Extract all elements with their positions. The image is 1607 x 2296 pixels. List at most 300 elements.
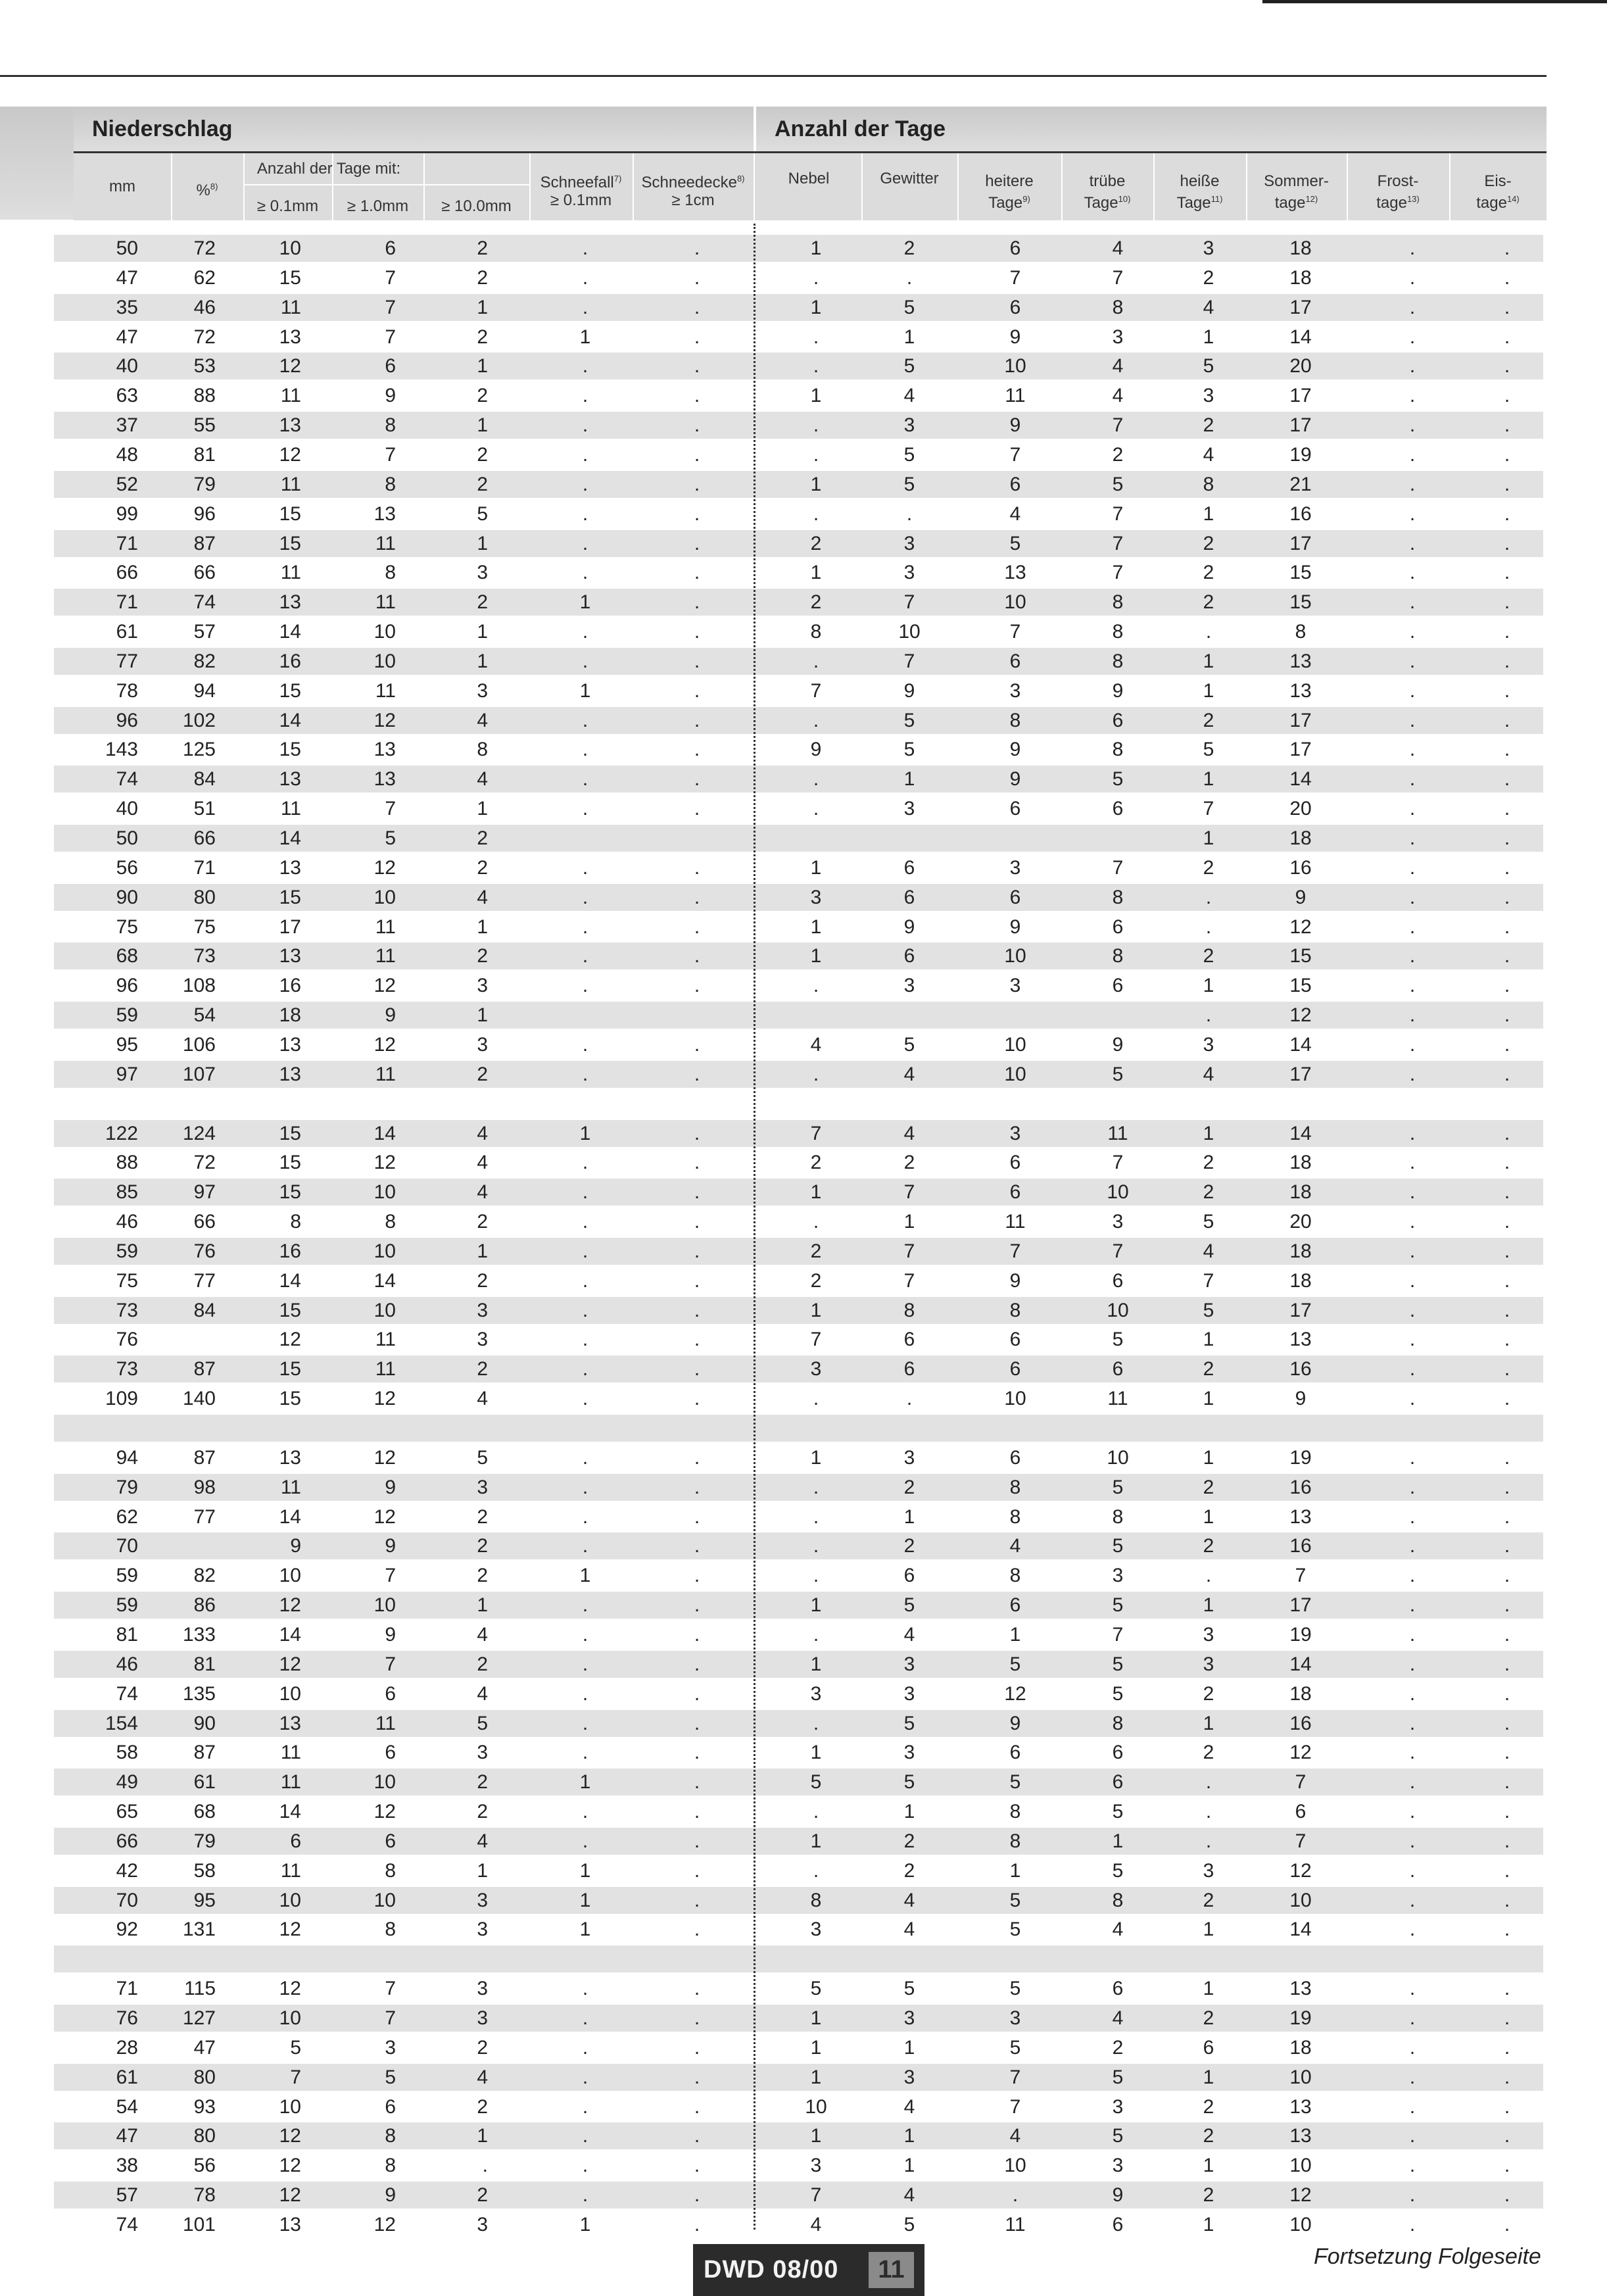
cell-mm: 76 (116, 1329, 138, 1351)
cell-schneedecke: . (694, 2095, 700, 2118)
cell-ge-0-1mm: 12 (279, 355, 301, 378)
cell-heitere-tage: 10 (1004, 1063, 1026, 1085)
cell-frosttage: . (1409, 1240, 1416, 1262)
cell-frosttage: . (1409, 1830, 1416, 1852)
cell-frosttage: . (1409, 1565, 1416, 1587)
cell-frosttage: . (1409, 1505, 1416, 1528)
cell-frosttage: . (1409, 473, 1416, 495)
cell-schneedecke: . (694, 1889, 700, 1911)
cell-schneefall: . (582, 473, 588, 495)
cell-schneedecke: . (694, 1063, 700, 1085)
table-row (54, 1916, 1543, 1943)
cell-nebel: 7 (810, 1329, 822, 1351)
cell-ge-1-0mm: 10 (373, 1299, 396, 1321)
cell-ge-10-0mm: 8 (477, 739, 488, 761)
cell-truebe-tage: 3 (1112, 2095, 1124, 2118)
cell-schneedecke: . (694, 768, 700, 791)
table-row (54, 1238, 1543, 1265)
cell-heisse-tage: 1 (1203, 1446, 1214, 1469)
cell-mm: 62 (116, 1505, 138, 1528)
table-row (54, 2093, 1543, 2120)
cell-frosttage: . (1409, 2155, 1416, 2177)
cell-heisse-tage: 2 (1203, 414, 1214, 437)
cell-truebe-tage: 5 (1112, 2066, 1124, 2088)
cell-eistage: . (1504, 2036, 1510, 2059)
cell-schneefall: . (582, 1152, 588, 1174)
cell-ge-10-0mm: 3 (477, 2213, 488, 2235)
cell-nebel: . (813, 355, 819, 378)
cell-ge-10-0mm: 5 (477, 502, 488, 525)
cell-nebel: 9 (810, 739, 822, 761)
table-row (54, 2182, 1543, 2209)
cell-eistage: . (1504, 2007, 1510, 2029)
cell-nebel: . (813, 1801, 819, 1823)
cell-schneedecke: . (694, 1535, 700, 1557)
cell-ge-10-0mm: 1 (477, 532, 488, 554)
cell-gewitter: 3 (903, 975, 915, 997)
cell-schneedecke: . (694, 1122, 700, 1144)
cell-percent: 95 (193, 1889, 216, 1911)
cell-eistage: . (1504, 355, 1510, 378)
cell-eistage: . (1504, 237, 1510, 259)
cell-schneefall: . (582, 945, 588, 967)
cell-ge-10-0mm: 1 (477, 650, 488, 672)
cell-percent: 75 (193, 916, 216, 938)
cell-heisse-tage: 1 (1203, 650, 1214, 672)
cell-frosttage: . (1409, 1623, 1416, 1646)
cell-percent: 115 (184, 1978, 216, 2000)
cell-ge-10-0mm: 5 (477, 1446, 488, 1469)
cell-gewitter: 4 (903, 385, 915, 407)
cell-schneedecke: . (694, 886, 700, 908)
cell-gewitter: 1 (903, 1505, 915, 1528)
cell-truebe-tage: 6 (1112, 709, 1124, 731)
cell-heisse-tage: 4 (1203, 443, 1214, 466)
cell-sommertage: 15 (1289, 975, 1312, 997)
cell-ge-10-0mm: 2 (477, 591, 488, 614)
cell-gewitter: 6 (903, 856, 915, 879)
cell-eistage: . (1504, 1211, 1510, 1233)
cell-truebe-tage: 5 (1112, 473, 1124, 495)
cell-schneefall (546, 1090, 625, 1117)
cell-heitere-tage (976, 1002, 1055, 1029)
cell-schneedecke: . (694, 1565, 700, 1587)
cell-gewitter: 5 (903, 1771, 915, 1794)
cell-ge-0-1mm: 13 (279, 1063, 301, 1085)
cell-ge-10-0mm: 3 (477, 2007, 488, 2029)
cell-mm: 35 (116, 296, 138, 318)
cell-truebe-tage: 7 (1112, 266, 1124, 289)
cell-ge-1-0mm: 9 (385, 1476, 396, 1498)
cell-heisse-tage: 2 (1203, 532, 1214, 554)
cell-percent: 135 (182, 1682, 216, 1705)
cell-schneedecke: . (694, 679, 700, 702)
cell-heitere-tage: 11 (1005, 1211, 1026, 1233)
cell-heisse-tage: 1 (1203, 2066, 1214, 2088)
cell-heitere-tage: 8 (1009, 709, 1021, 731)
table-row (54, 2064, 1543, 2091)
cell-truebe-tage: 7 (1112, 856, 1124, 879)
cell-nebel: 1 (810, 385, 822, 407)
cell-gewitter: 3 (903, 414, 915, 437)
cell-ge-0-1mm: 11 (280, 473, 301, 495)
cell-ge-1-0mm: 8 (385, 1918, 396, 1941)
cell-eistage: . (1504, 591, 1510, 614)
cell-sommertage: 14 (1289, 1033, 1312, 1056)
cell-sommertage: 10 (1289, 2066, 1312, 2088)
cell-schneedecke: . (694, 1181, 700, 1204)
cell-eistage: . (1504, 266, 1510, 289)
cell-heitere-tage (976, 825, 1055, 852)
cell-sommertage: 7 (1295, 1565, 1307, 1587)
cell-ge-0-1mm: 13 (279, 1446, 301, 1469)
cell-schneedecke: . (694, 1859, 700, 1882)
cell-ge-0-1mm: 15 (279, 502, 301, 525)
header-ge-1-0mm: ≥ 1.0mm (347, 197, 409, 215)
header-heitere-tage: heitere Tage$^{9)}$ (985, 172, 1034, 212)
cell-schneefall: . (582, 1682, 588, 1705)
cell-ge-10-0mm: 1 (477, 296, 488, 318)
cell-ge-1-0mm: 11 (375, 945, 396, 967)
cell-nebel: 1 (810, 562, 822, 584)
cell-schneefall: . (582, 2125, 588, 2147)
cell-ge-0-1mm: 5 (290, 2036, 301, 2059)
cell-nebel: . (813, 1623, 819, 1646)
cell-heisse-tage: 1 (1203, 1594, 1214, 1617)
cell-eistage: . (1504, 886, 1510, 908)
cell-ge-1-0mm: 12 (373, 1801, 396, 1823)
cell-frosttage: . (1409, 886, 1416, 908)
table-row (54, 942, 1543, 969)
cell-ge-10-0mm (409, 1415, 488, 1442)
table-row (54, 1621, 1543, 1648)
cell-mm (59, 1945, 138, 1972)
cell-mm: 66 (116, 562, 138, 584)
cell-eistage: . (1504, 1712, 1510, 1734)
cell-schneedecke: . (694, 443, 700, 466)
cell-sommertage: 16 (1289, 1712, 1312, 1734)
cell-ge-1-0mm: 12 (373, 1152, 396, 1174)
cell-gewitter: . (906, 1388, 913, 1410)
cell-ge-1-0mm: 12 (373, 1388, 396, 1410)
cell-ge-1-0mm: 12 (373, 1033, 396, 1056)
cell-heitere-tage: 8 (1009, 1801, 1021, 1823)
cell-ge-1-0mm: 7 (385, 798, 396, 820)
cell-ge-0-1mm: 13 (279, 591, 301, 614)
cell-nebel: . (813, 443, 819, 466)
cell-percent: 86 (193, 1594, 216, 1617)
cell-nebel: . (813, 1476, 819, 1498)
cell-truebe-tage: 6 (1112, 916, 1124, 938)
cell-heisse-tage: 6 (1203, 2036, 1214, 2059)
cell-eistage: . (1504, 1476, 1510, 1498)
cell-sommertage: 12 (1289, 2184, 1312, 2207)
cell-frosttage: . (1409, 1742, 1416, 1764)
cell-heitere-tage: 5 (1009, 532, 1021, 554)
cell-eistage: . (1504, 414, 1510, 437)
cell-ge-0-1mm: 12 (279, 1653, 301, 1675)
cell-nebel: 1 (810, 1742, 822, 1764)
cell-sommertage: 13 (1289, 1505, 1312, 1528)
cell-schneefall: . (582, 621, 588, 643)
cell-schneedecke: . (694, 385, 700, 407)
cell-eistage: . (1504, 1742, 1510, 1764)
cell-ge-0-1mm: 10 (279, 2007, 301, 2029)
cell-ge-1-0mm: 5 (385, 827, 396, 849)
table-row (54, 972, 1543, 999)
cell-schneedecke: . (694, 237, 700, 259)
cell-nebel: 2 (810, 532, 822, 554)
cell-ge-0-1mm: 15 (279, 1152, 301, 1174)
cell-truebe-tage: 5 (1112, 1682, 1124, 1705)
cell-ge-10-0mm (409, 1945, 488, 1972)
cell-percent: 71 (193, 856, 216, 879)
cell-truebe-tage: 10 (1107, 1181, 1129, 1204)
cell-percent: 133 (182, 1623, 216, 1646)
cell-truebe-tage: 5 (1112, 1859, 1124, 1882)
cell-gewitter: 4 (903, 1063, 915, 1085)
table-row (54, 530, 1543, 557)
cell-heitere-tage: 5 (1009, 1889, 1021, 1911)
cell-ge-10-0mm: 1 (477, 916, 488, 938)
cell-truebe-tage: 8 (1112, 886, 1124, 908)
cell-heisse-tage: 3 (1203, 1653, 1214, 1675)
cell-percent: 80 (193, 2125, 216, 2147)
table-row (54, 1179, 1543, 1206)
cell-sommertage: 9 (1295, 886, 1307, 908)
table-row (54, 1710, 1543, 1737)
cell-gewitter: 4 (903, 1623, 915, 1646)
cell-frosttage (1373, 1415, 1452, 1442)
cell-frosttage: . (1409, 1978, 1416, 2000)
cell-truebe-tage: 3 (1112, 1565, 1124, 1587)
cell-heisse-tage: 1 (1203, 1122, 1214, 1144)
cell-mm (59, 1090, 138, 1117)
cell-schneedecke (658, 1090, 736, 1117)
cell-eistage: . (1504, 650, 1510, 672)
cell-schneedecke: . (694, 1269, 700, 1292)
cell-heitere-tage: 6 (1009, 296, 1021, 318)
cell-schneefall: . (582, 562, 588, 584)
cell-frosttage: . (1409, 237, 1416, 259)
cell-schneedecke (658, 1945, 736, 1972)
cell-frosttage: . (1409, 798, 1416, 820)
cell-heitere-tage: 7 (1009, 266, 1021, 289)
cell-eistage: . (1504, 1594, 1510, 1617)
table-row (54, 2152, 1543, 2179)
cell-ge-10-0mm: 2 (477, 237, 488, 259)
cell-ge-0-1mm: 8 (290, 1211, 301, 1233)
cell-heitere-tage: 8 (1009, 1565, 1021, 1587)
cell-truebe-tage: 8 (1112, 591, 1124, 614)
cell-schneefall (546, 1945, 625, 1972)
cell-mm: 95 (116, 1033, 138, 1056)
cell-heitere-tage: 11 (1005, 385, 1026, 407)
cell-sommertage: 19 (1289, 443, 1312, 466)
cell-ge-1-0mm: 6 (385, 1830, 396, 1852)
cell-ge-10-0mm: 1 (477, 1594, 488, 1617)
cell-sommertage: 10 (1289, 2155, 1312, 2177)
table-row (54, 589, 1543, 616)
cell-ge-1-0mm: 7 (385, 266, 396, 289)
cell-mm: 71 (116, 1978, 138, 2000)
table-row (54, 825, 1543, 852)
cell-mm: 99 (116, 502, 138, 525)
cell-eistage (1468, 1090, 1547, 1117)
cell-gewitter: 7 (903, 1181, 915, 1204)
cell-heitere-tage: 12 (1004, 1682, 1026, 1705)
cell-ge-1-0mm: 5 (385, 2066, 396, 2088)
cell-schneedecke: . (694, 326, 700, 348)
cell-heitere-tage: 8 (1009, 1299, 1021, 1321)
cell-frosttage: . (1409, 1388, 1416, 1410)
cell-gewitter: 1 (903, 2036, 915, 2059)
cell-heisse-tage: . (1205, 621, 1212, 643)
cell-ge-10-0mm: 1 (477, 414, 488, 437)
cell-frosttage: . (1409, 1063, 1416, 1085)
cell-percent: 127 (182, 2007, 216, 2029)
cell-heitere-tage: 6 (1009, 237, 1021, 259)
cell-eistage: . (1504, 1181, 1510, 1204)
cell-eistage: . (1504, 2066, 1510, 2088)
cell-eistage: . (1504, 1653, 1510, 1675)
cell-gewitter: 5 (903, 296, 915, 318)
cell-heitere-tage: 6 (1009, 1152, 1021, 1174)
cell-percent: 80 (193, 2066, 216, 2088)
cell-schneedecke: . (694, 2007, 700, 2029)
cell-nebel (777, 825, 855, 852)
cell-gewitter (870, 1090, 949, 1117)
cell-sommertage: 13 (1289, 650, 1312, 672)
cell-nebel: 3 (810, 886, 822, 908)
cell-ge-1-0mm: 10 (373, 1594, 396, 1617)
cell-heisse-tage: 1 (1203, 1978, 1214, 2000)
cell-sommertage (1261, 1090, 1340, 1117)
left-margin-tab (0, 107, 74, 220)
cell-frosttage: . (1409, 827, 1416, 849)
cell-frosttage: . (1409, 1535, 1416, 1557)
cell-ge-10-0mm: 2 (477, 1653, 488, 1675)
cell-eistage: . (1504, 1505, 1510, 1528)
cell-heitere-tage: 10 (1004, 1388, 1026, 1410)
cell-ge-10-0mm: 3 (477, 1889, 488, 1911)
cell-ge-0-1mm: 11 (280, 1771, 301, 1794)
cell-percent: 46 (193, 296, 216, 318)
cell-ge-0-1mm: 14 (279, 1623, 301, 1646)
cell-eistage: . (1504, 562, 1510, 584)
cell-ge-1-0mm: 11 (375, 1358, 396, 1380)
cell-ge-10-0mm: 1 (477, 1859, 488, 1882)
cell-gewitter: 3 (903, 1446, 915, 1469)
cell-ge-1-0mm: 11 (375, 679, 396, 702)
cell-mm: 88 (116, 1152, 138, 1174)
cell-sommertage: 7 (1295, 1771, 1307, 1794)
cell-schneedecke: . (694, 650, 700, 672)
cell-ge-1-0mm: 10 (373, 621, 396, 643)
cell-heitere-tage (976, 1415, 1055, 1442)
cell-heisse-tage: 2 (1203, 945, 1214, 967)
cell-ge-0-1mm: 12 (279, 1978, 301, 2000)
header-schneedecke: Schneedecke$^{8)}$ ≥ 1cm (641, 174, 745, 209)
cell-percent: 140 (182, 1388, 216, 1410)
table-row (54, 1267, 1543, 1294)
cell-heitere-tage: 6 (1009, 473, 1021, 495)
cell-percent: 84 (193, 768, 216, 791)
cell-truebe-tage: 4 (1112, 385, 1124, 407)
cell-sommertage: 17 (1289, 709, 1312, 731)
cell-mm: 73 (116, 1299, 138, 1321)
cell-percent (137, 1090, 216, 1117)
cell-gewitter: . (906, 266, 913, 289)
cell-ge-1-0mm: 11 (375, 1063, 396, 1085)
cell-ge-10-0mm: 4 (477, 1152, 488, 1174)
cell-percent: 76 (193, 1240, 216, 1262)
cell-ge-0-1mm: 15 (279, 266, 301, 289)
cell-nebel: 1 (810, 473, 822, 495)
cell-heisse-tage: . (1205, 1004, 1212, 1027)
cell-sommertage: 13 (1289, 1978, 1312, 2000)
cell-heisse-tage: 1 (1203, 1329, 1214, 1351)
cell-ge-1-0mm: 6 (385, 1682, 396, 1705)
cell-gewitter: 1 (903, 1801, 915, 1823)
cell-truebe-tage: 11 (1107, 1388, 1128, 1410)
cell-schneedecke: . (694, 1152, 700, 1174)
cell-schneefall: . (582, 1211, 588, 1233)
cell-heitere-tage: 6 (1009, 1181, 1021, 1204)
cell-frosttage: . (1409, 1476, 1416, 1498)
table-row (54, 884, 1543, 911)
cell-truebe-tage: 6 (1112, 1771, 1124, 1794)
cell-frosttage: . (1409, 2007, 1416, 2029)
cell-percent: 87 (193, 1742, 216, 1764)
cell-truebe-tage: 5 (1112, 1801, 1124, 1823)
cell-frosttage: . (1409, 1712, 1416, 1734)
cell-truebe-tage: 8 (1112, 1712, 1124, 1734)
cell-percent: 87 (193, 1358, 216, 1380)
cell-gewitter: 5 (903, 355, 915, 378)
cell-truebe-tage: 5 (1112, 1063, 1124, 1085)
cell-heisse-tage: 1 (1203, 679, 1214, 702)
cell-ge-1-0mm: 3 (385, 2036, 396, 2059)
cell-percent: 124 (182, 1122, 216, 1144)
cell-heisse-tage: 1 (1203, 768, 1214, 791)
cell-nebel: 3 (810, 1358, 822, 1380)
cell-truebe-tage: 8 (1112, 650, 1124, 672)
cell-mm: 71 (116, 532, 138, 554)
cell-heisse-tage: 5 (1203, 1299, 1214, 1321)
cell-nebel: 3 (810, 1918, 822, 1941)
cell-mm: 57 (116, 2184, 138, 2207)
cell-truebe-tage: 8 (1112, 621, 1124, 643)
cell-heitere-tage: 6 (1009, 1742, 1021, 1764)
cell-ge-0-1mm: 13 (279, 414, 301, 437)
cell-heisse-tage: 5 (1203, 1211, 1214, 1233)
cell-eistage (1468, 1945, 1547, 1972)
cell-mm: 81 (116, 1623, 138, 1646)
cell-ge-1-0mm: 13 (373, 502, 396, 525)
header-mm: mm (109, 178, 135, 195)
cell-schneedecke: . (694, 2066, 700, 2088)
cell-schneefall: . (582, 768, 588, 791)
cell-ge-0-1mm: 16 (279, 975, 301, 997)
cell-mm: 46 (116, 1211, 138, 1233)
cell-nebel: . (813, 1535, 819, 1557)
cell-gewitter: 5 (903, 1033, 915, 1056)
cell-ge-0-1mm: 17 (279, 916, 301, 938)
cell-heisse-tage: 4 (1203, 1063, 1214, 1085)
table-row (54, 353, 1543, 379)
cell-truebe-tage: 9 (1112, 1033, 1124, 1056)
